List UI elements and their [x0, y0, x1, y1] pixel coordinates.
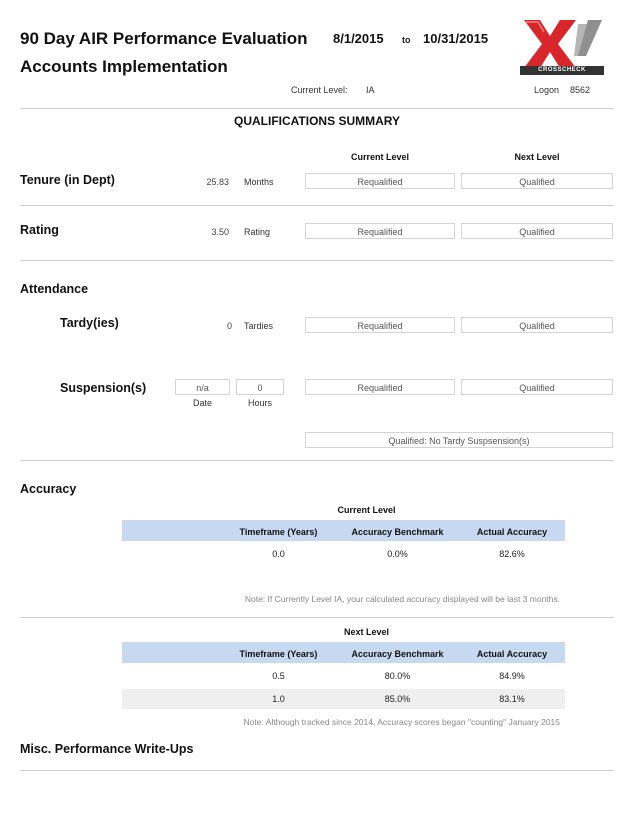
accuracy-next-title: Next Level — [343, 627, 390, 637]
logon-value: 8562 — [570, 85, 591, 95]
tenure-label: Tenure (in Dept) — [20, 173, 115, 187]
divider — [20, 205, 614, 206]
tenure-next-status: Qualified — [461, 173, 613, 189]
current-level-value: IA — [366, 85, 375, 95]
table-cell: 85.0% — [384, 694, 411, 704]
end-date: 10/31/2015 — [423, 31, 489, 46]
tardies-next-status: Qualified — [461, 317, 613, 333]
column-header: Actual Accuracy — [476, 527, 548, 537]
start-date: 8/1/2015 — [333, 31, 384, 46]
divider — [20, 460, 614, 461]
rating-label: Rating — [20, 223, 59, 237]
accuracy-current-note: Note: If Currently Level IA, your calculated accuracy displayed will be last 3 months. — [244, 594, 560, 604]
divider — [20, 770, 614, 771]
tardies-label: Tardy(ies) — [60, 316, 119, 330]
table-cell: 84.9% — [499, 671, 525, 681]
attendance-summary-note: Qualified: No Tardy Suspsension(s) — [305, 432, 613, 448]
divider — [20, 617, 614, 618]
table-cell: 0.0 — [272, 549, 285, 559]
column-header: Accuracy Benchmark — [351, 649, 444, 659]
tenure-current-status: Requalified — [305, 173, 455, 189]
suspensions-label: Suspension(s) — [60, 381, 147, 395]
column-header: Timeframe (Years) — [239, 527, 318, 537]
logo-text: CROSSCHECK — [520, 66, 604, 75]
table-cell: 1.0 — [272, 694, 285, 704]
table-cell: 0.5 — [272, 671, 285, 681]
tenure-value: 25.83 — [206, 177, 229, 187]
column-header: Accuracy Benchmark — [351, 527, 444, 537]
rating-next-status: Qualified — [461, 223, 613, 239]
report-title: 90 Day AIR Performance Evaluation — [20, 29, 308, 48]
current-level-label: Current Level: — [291, 85, 348, 95]
next-level-column-header: Next Level — [514, 152, 560, 162]
tardies-unit: Tardies — [244, 321, 274, 331]
summary-title: QUALIFICATIONS SUMMARY — [234, 114, 400, 128]
accuracy-current-title: Current Level — [337, 505, 396, 515]
rating-unit: Rating — [244, 227, 271, 237]
tenure-unit: Months — [244, 177, 274, 187]
rating-value: 3.50 — [211, 227, 229, 237]
department-title: Accounts Implementation — [20, 57, 228, 76]
tardies-value: 0 — [226, 321, 232, 331]
divider — [20, 260, 614, 261]
suspensions-next-status: Qualified — [461, 379, 613, 395]
column-header: Timeframe (Years) — [239, 649, 318, 659]
current-level-column-header: Current Level — [350, 152, 410, 162]
divider — [20, 108, 614, 109]
column-header: Actual Accuracy — [476, 649, 548, 659]
accuracy-label: Accuracy — [20, 482, 77, 496]
logon-label: Logon — [534, 85, 560, 95]
attendance-label: Attendance — [20, 282, 89, 296]
suspensions-current-status: Requalified — [305, 379, 455, 395]
rating-current-status: Requalified — [305, 223, 455, 239]
date-to-label: to — [402, 35, 411, 45]
tardies-current-status: Requalified — [305, 317, 455, 333]
table-cell: 82.6% — [499, 549, 525, 559]
suspension-date-field: n/a — [175, 379, 230, 395]
accuracy-next-note: Note: Although tracked since 2014, Accuracy scores began "counting" January 2015 — [243, 717, 560, 727]
suspension-date-label: Date — [192, 398, 212, 408]
suspension-hours-label: Hours — [247, 398, 272, 408]
table-cell: 83.1% — [499, 694, 525, 704]
table-cell: 80.0% — [384, 671, 411, 681]
suspension-hours-field: 0 — [236, 379, 284, 395]
misc-writeups-label: Misc. Performance Write-Ups — [20, 742, 194, 756]
crosscheck-logo — [520, 16, 604, 80]
table-cell: 0.0% — [387, 549, 408, 559]
